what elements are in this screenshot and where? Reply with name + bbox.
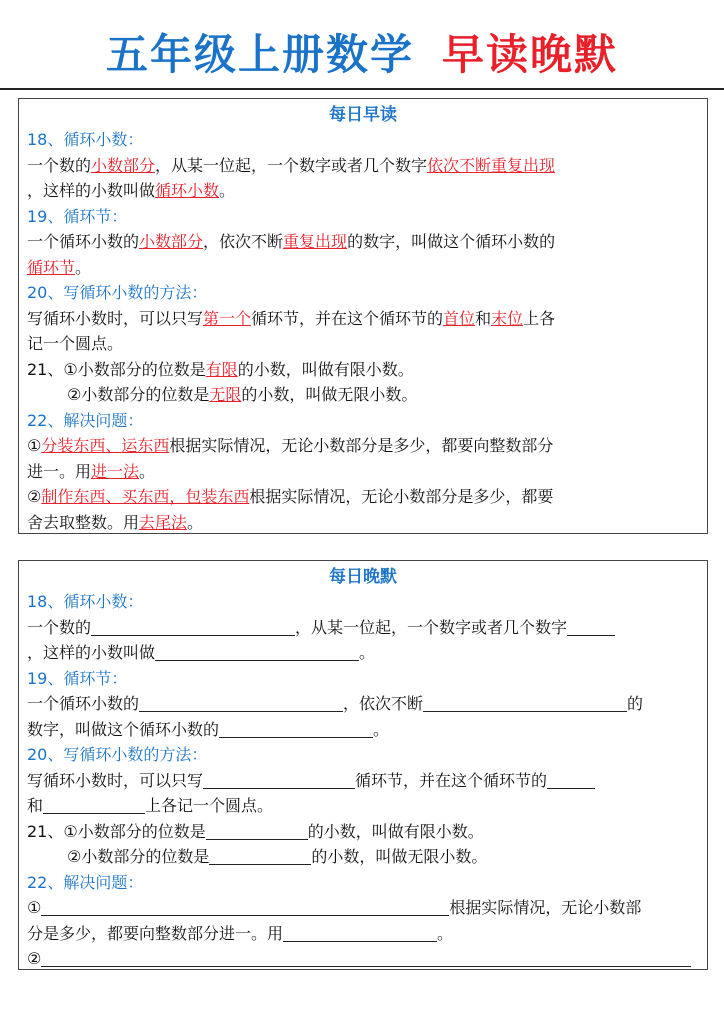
section-20-heading: 20、写循环小数的方法： — [27, 283, 208, 302]
answer: 制作东西、买东西，包装东西 — [41, 487, 250, 506]
text: 的小数，叫做无限小数。 — [311, 847, 488, 866]
section-22-line-2 — [27, 921, 699, 947]
text: 循环节，并在这个循环节的 — [355, 770, 548, 790]
text: 循环节，并在这个循环节的 — [251, 308, 444, 328]
fill-blank[interactable] — [283, 923, 437, 942]
section-19-line-1 — [27, 229, 699, 255]
fill-blank[interactable] — [423, 693, 627, 712]
text: 一个循环小数的 — [27, 232, 140, 251]
section-22-line-1 — [27, 433, 699, 459]
text: 。 — [187, 512, 204, 532]
text: ① — [27, 898, 42, 917]
text: 写循环小数时，可以只写 — [27, 308, 204, 328]
text: 一个数的 — [27, 155, 92, 175]
text: 和 — [475, 308, 492, 328]
answer: 第一个 — [203, 308, 252, 328]
section-18-line-1 — [27, 153, 699, 179]
page-header — [0, 0, 724, 88]
evening-box-title: 每日晚默 — [329, 567, 397, 587]
text: 数字，叫做这个循环小数的 — [27, 719, 220, 739]
answer: 循环节 — [27, 257, 76, 277]
morning-reading-box — [18, 98, 708, 534]
text: ② — [27, 949, 42, 968]
fill-blank[interactable] — [209, 846, 311, 865]
answer: 去尾法 — [139, 512, 188, 532]
answer: 无限 — [209, 385, 242, 404]
section-20-line-1 — [27, 768, 699, 794]
text: 根据实际情况，无论小数部 — [449, 898, 642, 917]
text: 一个数的 — [27, 617, 92, 637]
section-22-heading: 22、解决问题： — [27, 410, 144, 430]
section-22-line-3 — [27, 946, 699, 972]
section-21-line-2 — [27, 844, 699, 870]
text: ，依次不断 — [343, 694, 424, 713]
text: ②小数部分的位数是 — [67, 385, 210, 404]
text: 的小数，叫做无限小数。 — [241, 385, 418, 404]
section-21-line-1 — [27, 819, 699, 845]
text: 上各记一个圆点。 — [145, 796, 274, 815]
text: 。 — [359, 643, 376, 662]
answer: 循环小数 — [155, 181, 220, 200]
section-22-heading: 22、解决问题： — [27, 872, 144, 892]
section-22-line-3 — [27, 484, 699, 510]
section-18-line-2 — [27, 178, 699, 204]
text: 舍去取整数。用 — [27, 512, 140, 532]
fill-blank[interactable] — [43, 795, 145, 814]
text: ，从某一位起，一个数字或者几个数字 — [155, 155, 428, 175]
fill-blank[interactable] — [41, 948, 691, 967]
section-18-line-2 — [27, 640, 699, 666]
section-18-heading: 18、循环小数： — [27, 592, 144, 611]
section-22-line-1 — [27, 895, 699, 921]
text: 进一。用 — [27, 461, 92, 481]
text: 。 — [373, 719, 390, 739]
fill-blank[interactable] — [139, 693, 343, 712]
fill-blank[interactable] — [41, 897, 449, 916]
text: 分是多少，都要向整数部分进一。用 — [27, 923, 284, 943]
section-20-line-1 — [27, 306, 699, 332]
fill-blank[interactable] — [91, 617, 295, 636]
fill-blank[interactable] — [567, 617, 615, 636]
section-20-line-2 — [27, 793, 699, 819]
section-22-line-4 — [27, 510, 699, 536]
answer: 小数部分 — [91, 155, 156, 175]
text: 。 — [219, 181, 236, 200]
morning-box-title: 每日早读 — [329, 105, 397, 125]
section-20-heading: 20、写循环小数的方法： — [27, 745, 208, 764]
section-21-line-1 — [27, 357, 699, 383]
fill-blank[interactable] — [547, 770, 595, 789]
section-20-line-2: 记一个圆点。 — [27, 334, 124, 353]
answer: 重复出现 — [283, 232, 348, 251]
text: ，这样的小数叫做 — [27, 643, 156, 662]
text: 。 — [75, 257, 92, 277]
text: 根据实际情况，无论小数部分是多少，都要 — [249, 487, 554, 506]
text: ，这样的小数叫做 — [27, 181, 156, 200]
answer: 分装东西、运东西 — [41, 436, 170, 455]
answer: 有限 — [205, 359, 238, 379]
section-19-line-2 — [27, 717, 699, 743]
fill-blank[interactable] — [203, 770, 355, 789]
section-19-line-1 — [27, 691, 699, 717]
text: 一个循环小数的 — [27, 694, 140, 713]
section-18-line-1 — [27, 615, 699, 641]
text: 。 — [437, 923, 454, 943]
text: ，依次不断 — [203, 232, 284, 251]
answer: 末位 — [491, 308, 524, 328]
text: ② — [27, 487, 42, 506]
text: 。 — [139, 461, 156, 481]
text: 21、①小数部分的位数是 — [27, 821, 206, 841]
answer: 依次不断重复出现 — [427, 155, 556, 175]
fill-blank[interactable] — [155, 642, 359, 661]
title-main: 五年级上册数学 — [105, 30, 414, 79]
answer: 进一法 — [91, 461, 140, 481]
text: ，从某一位起，一个数字或者几个数字 — [295, 617, 568, 637]
text: 的小数，叫做有限小数。 — [237, 359, 414, 379]
answer: 首位 — [443, 308, 476, 328]
section-21-line-2 — [27, 382, 699, 408]
page-title — [0, 22, 724, 82]
fill-blank[interactable] — [206, 821, 308, 840]
text: 的小数，叫做有限小数。 — [307, 821, 484, 841]
text: 写循环小数时，可以只写 — [27, 770, 204, 790]
text: 上各 — [523, 308, 556, 328]
fill-blank[interactable] — [219, 719, 373, 738]
text: ②小数部分的位数是 — [67, 847, 210, 866]
title-sub: 早读晚默 — [442, 30, 619, 79]
text: 的 — [627, 694, 644, 713]
section-19-heading: 19、循环节： — [27, 206, 128, 226]
section-19-line-2 — [27, 255, 699, 281]
text: ① — [27, 436, 42, 455]
section-18-heading: 18、循环小数： — [27, 130, 144, 149]
section-19-heading: 19、循环节： — [27, 668, 128, 688]
answer: 小数部分 — [139, 232, 204, 251]
text: 的数字，叫做这个循环小数的 — [347, 232, 556, 251]
text: 根据实际情况，无论小数部分是多少，都要向整数部分 — [169, 436, 554, 455]
header-divider — [0, 88, 724, 90]
evening-dictation-box — [18, 560, 708, 970]
text: 和 — [27, 796, 44, 815]
text: 21、①小数部分的位数是 — [27, 359, 206, 379]
section-22-line-2 — [27, 459, 699, 485]
